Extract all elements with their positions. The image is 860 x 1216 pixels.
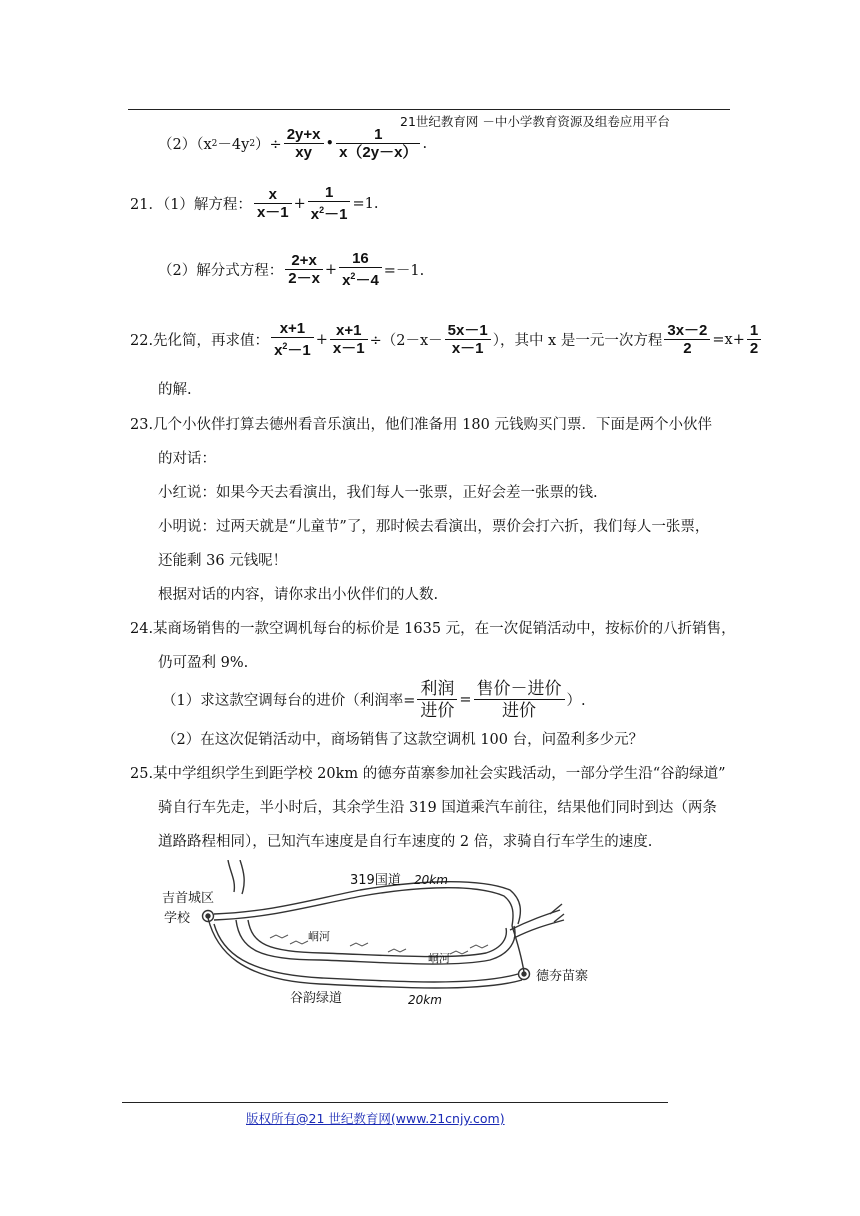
fraction: $\frac{2y+x}{xy}$ bbox=[284, 126, 324, 161]
river-branch bbox=[514, 920, 564, 938]
header-rule bbox=[128, 109, 730, 110]
fraction: $\frac{5x-1}{x-1}$ bbox=[445, 322, 491, 357]
school-label: 学校 bbox=[164, 911, 191, 926]
footer-link[interactable]: 版权所有@21 世纪教育网(www.21cnjy.com) bbox=[246, 1111, 505, 1126]
road-319-outer bbox=[214, 882, 520, 924]
fraction: $\frac{16}{x^2-4}$ bbox=[339, 250, 382, 289]
fraction: $\frac{1}{x^2-1}$ bbox=[308, 184, 351, 223]
q21-part2: （2）解分式方程： $\frac{2+x}{2-x}$ + $\frac{16}{x^2-4}$ =－1. bbox=[158, 250, 425, 289]
river-branch bbox=[510, 910, 560, 930]
stream-line bbox=[228, 860, 234, 892]
route-map bbox=[150, 860, 620, 1020]
greenway-km: 20km bbox=[408, 993, 442, 1007]
q21-part1: 21．（1）解方程： $\frac{x}{x-1}$ + $\frac{1}{x^2-1}$ =1. bbox=[130, 184, 379, 223]
fraction: $\frac{1}{2}$ bbox=[747, 322, 761, 357]
q24-part1: （1）求这款空调每台的进价（利润率= $\frac{\text{利润}}{\text{进价}}$ = $\frac{\text{售价－进价}}{\text{进价}}$ ）. bbox=[162, 679, 586, 720]
stream-line bbox=[240, 860, 244, 894]
road-319-km: 20km bbox=[414, 873, 448, 887]
greenway-outer bbox=[208, 918, 522, 988]
water-wave bbox=[350, 943, 368, 946]
q24-line2: 仍可盈利 9%. bbox=[158, 655, 249, 671]
fraction: $\frac{x+1}{x-1}$ bbox=[330, 322, 368, 357]
q25-line2: 骑自行车先走，半小时后，其余学生沿 319 国道乘汽车前往，结果他们同时到达（两条 bbox=[158, 800, 717, 816]
q25-line1: 25.某中学组织学生到距学校 20km 的德夯苗寨参加社会实践活动，一部分学生沿“谷韵绿道” bbox=[130, 766, 726, 782]
q22-line1: 22.先化简，再求值： $\frac{x+1}{x^2-1}$ + $\frac{x+1}{x-1}$ ÷（2－x－ $\frac{5x-1}{x-1}$ ），其中 x 是一元一次方程 $\frac{3x-2}{2}$ =x+ $\frac{1}{2}$ bbox=[130, 320, 763, 359]
fraction: $\frac{x+1}{x^2-1}$ bbox=[271, 320, 314, 359]
q23-line3: 小红说：如果今天去看演出，我们每人一张票，正好会差一张票的钱. bbox=[158, 485, 598, 501]
q23-line6: 根据对话的内容，请你求出小伙伴们的人数. bbox=[158, 587, 439, 603]
fraction: $\frac{1}{x(2y-x)}$ bbox=[336, 126, 420, 161]
water-wave bbox=[270, 935, 288, 938]
q25-line3: 道路路程相同），已知汽车速度是自行车速度的 2 倍，求骑自行车学生的速度. bbox=[158, 834, 653, 850]
river-label: 峒河 bbox=[308, 930, 330, 943]
fraction: $\frac{x}{x-1}$ bbox=[254, 186, 292, 221]
header-text: 21世纪教育网 －中小学教育资源及组卷应用平台 bbox=[400, 114, 670, 129]
school-node-center bbox=[206, 914, 210, 918]
water-wave bbox=[388, 949, 406, 952]
fraction: $\frac{\text{售价－进价}}{\text{进价}}$ bbox=[474, 678, 565, 721]
q23-line2: 的对话： bbox=[158, 451, 216, 467]
water-wave bbox=[290, 941, 308, 944]
road-connector bbox=[512, 926, 524, 972]
water-wave bbox=[450, 951, 468, 954]
river-outer bbox=[236, 920, 515, 964]
river-branch bbox=[550, 904, 562, 914]
water-wave bbox=[470, 945, 488, 948]
fraction: $\frac{\text{利润}}{\text{进价}}$ bbox=[417, 678, 457, 721]
q23-line4: 小明说：过两天就是“儿童节”了，那时候去看演出，票价会打六折，我们每人一张票， bbox=[158, 519, 710, 535]
town-label: 吉首城区 bbox=[162, 891, 215, 906]
fraction: $\frac{3x-2}{2}$ bbox=[664, 322, 710, 357]
footer-rule bbox=[122, 1102, 668, 1103]
river-label: 峒河 bbox=[428, 952, 450, 965]
greenway-label: 谷韵绿道 bbox=[290, 991, 343, 1006]
dest-node-center bbox=[522, 972, 526, 976]
q22-tail: 的解. bbox=[158, 382, 192, 398]
fraction: $\frac{2+x}{2-x}$ bbox=[285, 252, 323, 287]
q24-part2: （2）在这次促销活动中，商场销售了这款空调机 100 台，问盈利多少元？ bbox=[162, 732, 644, 748]
q23-line5: 还能剩 36 元钱呢！ bbox=[158, 553, 288, 569]
road-319-label: 319国道 bbox=[350, 873, 401, 888]
q23-line1: 23.几个小伙伴打算去德州看音乐演出，他们准备用 180 元钱购买门票．下面是两个小伙伴 bbox=[130, 417, 712, 433]
q20-part2: （2）（x 2 －4y 2 ）÷ $\frac{2y+x}{xy}$ • $\frac{1}{x(2y-x)}$ . bbox=[158, 126, 428, 161]
road-319-inner bbox=[214, 888, 513, 926]
dest-label: 德夯苗寨 bbox=[536, 969, 589, 984]
q24-line1: 24.某商场销售的一款空调机每台的标价是 1635 元，在一次促销活动中，按标价的八折销售， bbox=[130, 621, 736, 637]
